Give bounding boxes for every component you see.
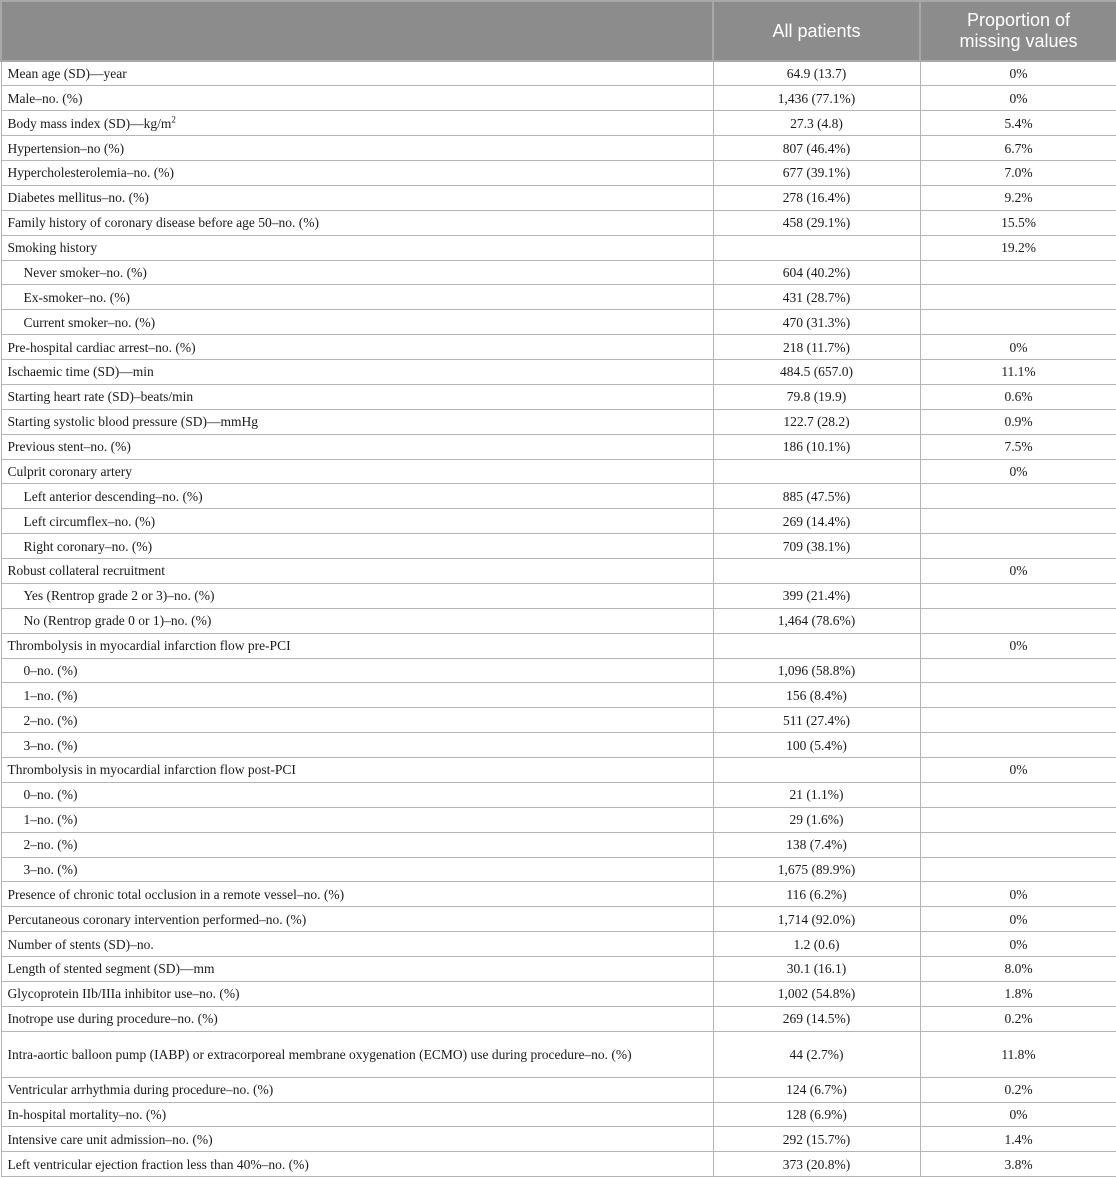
row-label [1,260,713,285]
table-row [1,782,1116,807]
row-label-text: Robust collateral recruitment [7,563,165,579]
row-missing-value [920,260,1116,285]
table-row [1,210,1116,235]
row-label-text: 2–no. (%) [23,837,78,853]
row-all-patients-value: 604 (40.2%) [713,260,920,285]
row-missing-value: 9.2% [920,185,1116,210]
table-row [1,86,1116,111]
row-all-patients-value: 269 (14.4%) [713,509,920,534]
row-missing-value [920,509,1116,534]
table-row [1,459,1116,484]
row-missing-value: 7.5% [920,434,1116,459]
table-row [1,235,1116,260]
row-all-patients-value: 278 (16.4%) [713,185,920,210]
row-missing-value [920,782,1116,807]
row-all-patients-value: 484.5 (657.0) [713,360,920,385]
header-all-patients: All patients [713,1,920,61]
row-label [1,285,713,310]
row-label-text: Thrombolysis in myocardial infarction flow pre-PCI [7,638,291,654]
row-label-text: 3–no. (%) [23,737,78,753]
row-label [1,633,713,658]
table-row [1,907,1116,932]
table-row [1,807,1116,832]
header-missing-line2: missing values [959,31,1078,51]
row-label [1,1127,713,1152]
row-label-text: Ischaemic time (SD)—min [7,364,154,380]
row-label [1,136,713,161]
row-label [1,559,713,584]
table-row [1,1077,1116,1102]
row-label-text: 2–no. (%) [23,712,78,728]
row-missing-value: 0% [920,758,1116,783]
row-missing-value: 0.2% [920,1006,1116,1031]
row-missing-value: 0% [920,86,1116,111]
row-label-text: Ventricular arrhythmia during procedure–no. (%) [7,1082,274,1098]
row-missing-value: 0.9% [920,409,1116,434]
table-row [1,310,1116,335]
header-characteristic [1,1,713,61]
row-label [1,434,713,459]
row-all-patients-value: 27.3 (4.8) [713,111,920,136]
row-label [1,86,713,111]
table-row [1,484,1116,509]
row-missing-value [920,310,1116,335]
row-label-text: Starting systolic blood pressure (SD)—mmHg [7,414,258,430]
table-row [1,658,1116,683]
row-all-patients-value: 511 (27.4%) [713,708,920,733]
row-missing-value: 0% [920,882,1116,907]
row-label [1,1102,713,1127]
row-missing-value: 3.8% [920,1152,1116,1177]
row-all-patients-value [713,235,920,260]
row-all-patients-value: 100 (5.4%) [713,733,920,758]
table-row [1,1102,1116,1127]
table-header [1,1,1116,61]
row-label [1,1006,713,1031]
row-label [1,310,713,335]
table-row [1,882,1116,907]
row-missing-value: 0% [920,559,1116,584]
row-label-text: Number of stents (SD)–no. [7,936,154,952]
table-row [1,185,1116,210]
row-missing-value: 5.4% [920,111,1116,136]
row-label-text: Yes (Rentrop grade 2 or 3)–no. (%) [23,588,215,604]
row-missing-value [920,683,1116,708]
row-missing-value [920,832,1116,857]
row-label [1,459,713,484]
row-label-text: Length of stented segment (SD)—mm [7,961,215,977]
row-all-patients-value: 21 (1.1%) [713,782,920,807]
row-label [1,807,713,832]
row-label [1,360,713,385]
row-label-text: Left anterior descending–no. (%) [23,488,203,504]
row-all-patients-value: 709 (38.1%) [713,534,920,559]
row-label-text: Culprit coronary artery [7,463,132,479]
row-label [1,61,713,86]
row-label-text: Presence of chronic total occlusion in a remote vessel–no. (%) [7,886,345,902]
table-row [1,509,1116,534]
row-label-text: No (Rentrop grade 0 or 1)–no. (%) [23,613,212,629]
row-label-text: 1–no. (%) [23,812,78,828]
row-missing-value: 0% [920,61,1116,86]
row-label [1,185,713,210]
header-missing-line1: Proportion of [966,10,1071,30]
row-label-text: Diabetes mellitus–no. (%) [7,190,149,206]
row-label [1,907,713,932]
row-label-text: Intensive care unit admission–no. (%) [7,1131,213,1147]
row-label [1,608,713,633]
row-missing-value: 11.1% [920,360,1116,385]
row-missing-value: 0% [920,459,1116,484]
table-row [1,409,1116,434]
row-all-patients-value [713,633,920,658]
row-label-text: Intra-aortic balloon pump (IABP) or extracorporeal membrane oxygenation (ECMO) use during procedure–no. (%) [7,1046,632,1062]
row-label [1,111,713,136]
row-all-patients-value: 1.2 (0.6) [713,932,920,957]
row-missing-value: 0.6% [920,384,1116,409]
row-label [1,658,713,683]
row-missing-value: 15.5% [920,210,1116,235]
row-missing-value [920,807,1116,832]
row-missing-value [920,658,1116,683]
row-all-patients-value: 885 (47.5%) [713,484,920,509]
row-all-patients-value: 1,464 (78.6%) [713,608,920,633]
table-row [1,932,1116,957]
table-row [1,857,1116,882]
header-row [1,1,1116,61]
row-all-patients-value: 218 (11.7%) [713,335,920,360]
row-label [1,161,713,186]
row-label [1,484,713,509]
row-label [1,932,713,957]
table-row [1,335,1116,360]
row-all-patients-value: 29 (1.6%) [713,807,920,832]
row-missing-value [920,608,1116,633]
row-label-text: Pre-hospital cardiac arrest–no. (%) [7,339,196,355]
table-row [1,633,1116,658]
table-row [1,1152,1116,1177]
row-missing-value: 19.2% [920,235,1116,260]
row-all-patients-value: 156 (8.4%) [713,683,920,708]
row-label-text: 0–no. (%) [23,787,78,803]
row-label-text: Left circumflex–no. (%) [23,513,156,529]
row-label-text: 1–no. (%) [23,687,78,703]
row-label [1,1152,713,1177]
row-all-patients-value: 1,714 (92.0%) [713,907,920,932]
row-label-text: Smoking history [7,240,98,256]
row-all-patients-value: 807 (46.4%) [713,136,920,161]
table-row [1,981,1116,1006]
table-row [1,136,1116,161]
table-row [1,832,1116,857]
row-all-patients-value [713,758,920,783]
row-label [1,857,713,882]
table-row [1,161,1116,186]
table-row [1,285,1116,310]
row-all-patients-value [713,459,920,484]
row-all-patients-value: 30.1 (16.1) [713,957,920,982]
row-label-text: Percutaneous coronary intervention performed–no. (%) [7,911,307,927]
row-missing-value: 7.0% [920,161,1116,186]
row-all-patients-value: 1,675 (89.9%) [713,857,920,882]
row-label [1,210,713,235]
row-label [1,708,713,733]
row-label-text: Never smoker–no. (%) [23,264,147,280]
row-missing-value: 0% [920,335,1116,360]
row-missing-value: 1.4% [920,1127,1116,1152]
table-row [1,1006,1116,1031]
row-missing-value [920,733,1116,758]
table-row [1,384,1116,409]
row-label [1,583,713,608]
row-label [1,1077,713,1102]
row-all-patients-value: 1,096 (58.8%) [713,658,920,683]
row-label [1,832,713,857]
row-missing-value: 0% [920,1102,1116,1127]
row-label-superscript: 2 [171,114,176,125]
table-row [1,111,1116,136]
row-label-text: Male–no. (%) [7,90,83,106]
row-all-patients-value: 431 (28.7%) [713,285,920,310]
row-missing-value: 0.2% [920,1077,1116,1102]
table-row [1,608,1116,633]
row-all-patients-value: 44 (2.7%) [713,1031,920,1077]
row-label-text: Ex-smoker–no. (%) [23,289,130,305]
row-missing-value: 1.8% [920,981,1116,1006]
row-all-patients-value: 1,002 (54.8%) [713,981,920,1006]
table-row [1,1127,1116,1152]
row-label-text: Hypertension–no (%) [7,140,125,156]
row-label [1,683,713,708]
row-label [1,534,713,559]
table-row [1,260,1116,285]
row-label-text: Thrombolysis in myocardial infarction flow post-PCI [7,762,296,778]
row-all-patients-value: 186 (10.1%) [713,434,920,459]
table-row [1,957,1116,982]
row-label [1,509,713,534]
table-row [1,61,1116,86]
table-row [1,708,1116,733]
row-label-text: Previous stent–no. (%) [7,439,131,455]
row-label-text: Inotrope use during procedure–no. (%) [7,1011,218,1027]
row-missing-value: 8.0% [920,957,1116,982]
row-label-text: In-hospital mortality–no. (%) [7,1106,167,1122]
row-missing-value: 0% [920,907,1116,932]
row-all-patients-value: 122.7 (28.2) [713,409,920,434]
table-row [1,434,1116,459]
row-label-text: Family history of coronary disease before age 50–no. (%) [7,215,320,231]
table-row [1,733,1116,758]
row-all-patients-value: 458 (29.1%) [713,210,920,235]
table-row [1,758,1116,783]
row-label [1,384,713,409]
row-label-text: Hypercholesterolemia–no. (%) [7,165,174,181]
table-body [1,61,1116,1177]
row-label-text: 0–no. (%) [23,662,78,678]
row-label-text: Starting heart rate (SD)–beats/min [7,389,194,405]
table-row [1,683,1116,708]
row-missing-value [920,583,1116,608]
row-all-patients-value: 128 (6.9%) [713,1102,920,1127]
row-all-patients-value [713,559,920,584]
row-all-patients-value: 64.9 (13.7) [713,61,920,86]
row-all-patients-value: 269 (14.5%) [713,1006,920,1031]
row-all-patients-value: 116 (6.2%) [713,882,920,907]
row-label [1,981,713,1006]
row-all-patients-value: 1,436 (77.1%) [713,86,920,111]
table-row [1,534,1116,559]
row-label [1,335,713,360]
header-missing-values [920,1,1116,61]
row-missing-value [920,285,1116,310]
row-label [1,782,713,807]
row-all-patients-value: 138 (7.4%) [713,832,920,857]
row-missing-value: 11.8% [920,1031,1116,1077]
row-all-patients-value: 124 (6.7%) [713,1077,920,1102]
row-label [1,235,713,260]
row-all-patients-value: 292 (15.7%) [713,1127,920,1152]
row-label-text: Current smoker–no. (%) [23,314,156,330]
row-label-text: 3–no. (%) [23,861,78,877]
row-label-text: Mean age (SD)—year [7,66,127,82]
row-label [1,882,713,907]
row-missing-value [920,534,1116,559]
row-all-patients-value: 79.8 (19.9) [713,384,920,409]
row-label-text: Body mass index (SD)—kg/m [7,115,172,131]
row-missing-value: 6.7% [920,136,1116,161]
row-all-patients-value: 373 (20.8%) [713,1152,920,1177]
table-row [1,559,1116,584]
row-label [1,957,713,982]
row-all-patients-value: 399 (21.4%) [713,583,920,608]
row-missing-value: 0% [920,932,1116,957]
row-label [1,1031,713,1077]
table-row [1,583,1116,608]
row-all-patients-value: 470 (31.3%) [713,310,920,335]
row-label [1,733,713,758]
row-missing-value [920,857,1116,882]
row-label [1,758,713,783]
row-label-text: Glycoprotein IIb/IIIa inhibitor use–no. (%) [7,986,240,1002]
row-missing-value [920,708,1116,733]
table-row [1,1031,1116,1077]
row-label [1,409,713,434]
row-label-text: Right coronary–no. (%) [23,538,153,554]
row-missing-value [920,484,1116,509]
table-row [1,360,1116,385]
row-missing-value: 0% [920,633,1116,658]
row-label-text: Left ventricular ejection fraction less than 40%–no. (%) [7,1156,309,1172]
row-all-patients-value: 677 (39.1%) [713,161,920,186]
